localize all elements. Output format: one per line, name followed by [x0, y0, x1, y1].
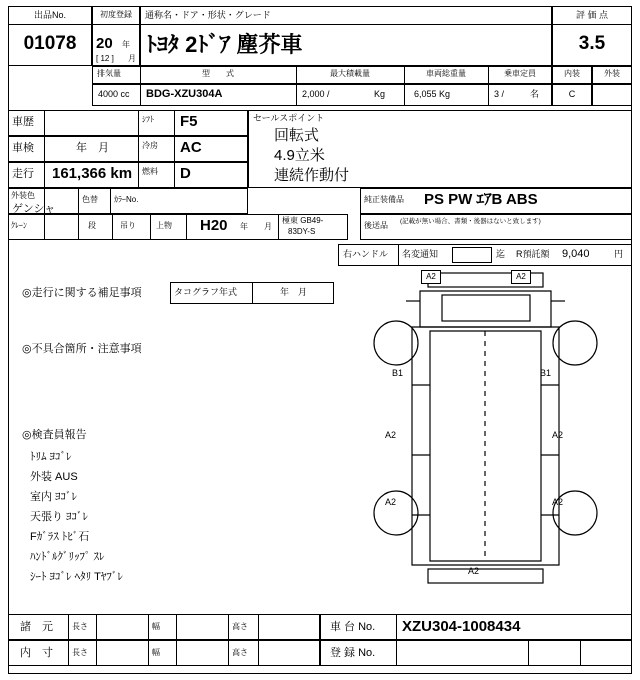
damage-mark-code: B1 — [392, 368, 404, 378]
chassis-value: XZU304-1008434 — [402, 618, 521, 635]
until-label: 迄 — [496, 249, 506, 259]
exterior-value-box — [592, 84, 632, 106]
interior-label: 内装 — [564, 69, 580, 78]
mileage-label: 走行 — [12, 168, 34, 180]
name-change-field[interactable] — [452, 247, 492, 263]
deposit-label: R預託額 — [516, 249, 550, 259]
damage-mark-code: A2 — [468, 566, 480, 576]
inspector-line-2: 外装 AUS — [30, 471, 78, 483]
lift-label: 吊り — [120, 221, 136, 230]
deposit-unit: 円 — [614, 249, 624, 259]
max-load-value: 2,000 / — [302, 89, 330, 99]
lot-no-value: 01078 — [23, 33, 77, 54]
first-reg-year: 20 — [96, 35, 113, 52]
aircon-value: AC — [180, 139, 202, 156]
damage-mark-code: A2 — [426, 272, 436, 281]
damage-mark-code: A2 — [516, 272, 526, 281]
exterior-label: 外装 — [604, 69, 620, 78]
capacity-unit: 名 — [530, 89, 540, 99]
handle-value: 右ハンドル — [343, 249, 389, 259]
model-title: ﾄﾖﾀ 2ﾄﾞｱ 塵芥車 — [146, 32, 303, 57]
length-label-1: 長さ — [72, 622, 88, 631]
fuel-label: 燃料 — [142, 167, 158, 176]
shift-value: F5 — [180, 113, 198, 130]
size-row — [8, 640, 320, 666]
model-code-value: BDG-XZU304A — [146, 88, 223, 100]
gross-weight-value: 6,055 Kg — [414, 89, 451, 99]
size-label: 内 寸 — [20, 647, 53, 659]
equipment-note-label: 後送品 — [364, 221, 388, 230]
displacement-value: 4000 cc — [98, 89, 130, 99]
dimension-row — [8, 614, 320, 640]
damage-mark-code: A2 — [385, 430, 397, 440]
body-year-unit: 年 — [240, 222, 248, 231]
damage-mark-code: A2 — [385, 497, 397, 507]
interior-value: C — [568, 89, 576, 99]
damage-mark-code: A2 — [552, 497, 564, 507]
first-reg-year-unit: 年 — [122, 40, 130, 49]
extreme-value: 83DY-S — [288, 227, 316, 236]
defect-label: ◎不具合箇所・注意事項 — [22, 343, 142, 355]
inspection-value: 年 月 — [76, 142, 109, 154]
sales-point-line-3: 連続作動付 — [274, 167, 350, 184]
deposit-value: 9,040 — [562, 248, 590, 260]
sales-point-line-1: 回転式 — [274, 127, 320, 144]
first-reg-label: 初度登録 — [100, 10, 132, 19]
first-reg-month-unit: 月 — [128, 54, 136, 63]
tacho-year: 年 月 — [280, 287, 308, 297]
damage-mark-code: A2 — [552, 430, 564, 440]
width-label-2: 幅 — [152, 648, 160, 657]
lot-no-label: 出品No. — [33, 10, 66, 20]
displacement-label: 排気量 — [97, 69, 121, 78]
height-label-1: 高さ — [232, 622, 248, 631]
equipment-note-value: (記載が無い場合、書類・後器はないと致します) — [400, 218, 541, 225]
exterior-color-label: 外装色 — [11, 191, 35, 200]
model-name-label: 通称名・ドア・形状・グレード — [145, 10, 271, 20]
color-change-label: 色替 — [82, 195, 98, 204]
history-label: 車歴 — [12, 116, 34, 128]
equipment-value: PS PW ｴｱB ABS — [424, 191, 538, 208]
first-reg-month: [ 12 ] — [96, 54, 114, 63]
extreme-label: 極東 GB49- — [282, 216, 324, 225]
color-no-label: ｶﾗｰNo. — [114, 195, 139, 204]
tacho-label: タコグラフ年式 — [174, 287, 238, 297]
inspector-line-1: ﾄﾘﾑ ﾖｺﾞﾚ — [30, 451, 72, 463]
mileage-value: 161,366 km — [52, 165, 133, 182]
dimension-label: 諸 元 — [20, 621, 53, 633]
exterior-color-value: ゲンシャ — [12, 203, 56, 215]
inspector-line-3: 室内 ﾖｺﾞﾚ — [30, 491, 78, 503]
height-label-2: 高さ — [232, 648, 248, 657]
body-month-unit: 月 — [264, 222, 272, 231]
capacity-value: 3 / — [494, 89, 505, 99]
equipment-label: 純正装備品 — [364, 195, 404, 204]
capacity-label: 乗車定員 — [504, 69, 536, 78]
name-change-label: 名変通知 — [402, 249, 439, 259]
grade-value: 3.5 — [578, 33, 606, 54]
inspector-label: ◎検査員報告 — [22, 429, 87, 441]
chassis-label: 車 台 No. — [330, 621, 376, 633]
inspection-label: 車検 — [12, 142, 34, 154]
shift-label: ｼﾌﾄ — [142, 115, 154, 124]
inspector-line-6: ﾊﾝﾄﾞﾙｸﾞﾘｯﾌﾟ ｽﾚ — [30, 551, 105, 563]
body-value: H20 — [200, 217, 228, 234]
inspector-line-4: 天張り ﾖｺﾞﾚ — [30, 511, 89, 523]
fuel-value: D — [180, 165, 191, 182]
crane-label: ｸﾚｰﾝ — [11, 221, 27, 230]
registration-label: 登 録 No. — [330, 647, 376, 659]
model-code-label: 型 式 — [202, 69, 234, 78]
max-load-label: 最大積載量 — [330, 69, 370, 78]
grade-label: 評 価 点 — [575, 10, 608, 20]
body-label: 上物 — [156, 221, 172, 230]
max-load-unit: Kg — [374, 89, 386, 99]
damage-mark-code: B1 — [540, 368, 552, 378]
sales-point-line-2: 4.9立米 — [274, 147, 325, 164]
gross-weight-label: 車両総重量 — [426, 69, 466, 78]
length-label-2: 長さ — [72, 648, 88, 657]
sales-point-label: セールスポイント — [253, 113, 325, 123]
aircon-label: 冷房 — [142, 141, 158, 150]
driving-note-label: ◎走行に関する補足事項 — [22, 287, 142, 299]
width-label-1: 幅 — [152, 622, 160, 631]
step-label: 段 — [88, 221, 96, 230]
inspector-line-5: Fｶﾞﾗｽ ﾄﾋﾞ石 — [30, 531, 90, 543]
inspector-line-7: ｼｰﾄ ﾖｺﾞﾚ ﾍﾀﾘ Tﾔﾌﾞﾚ — [30, 571, 123, 583]
